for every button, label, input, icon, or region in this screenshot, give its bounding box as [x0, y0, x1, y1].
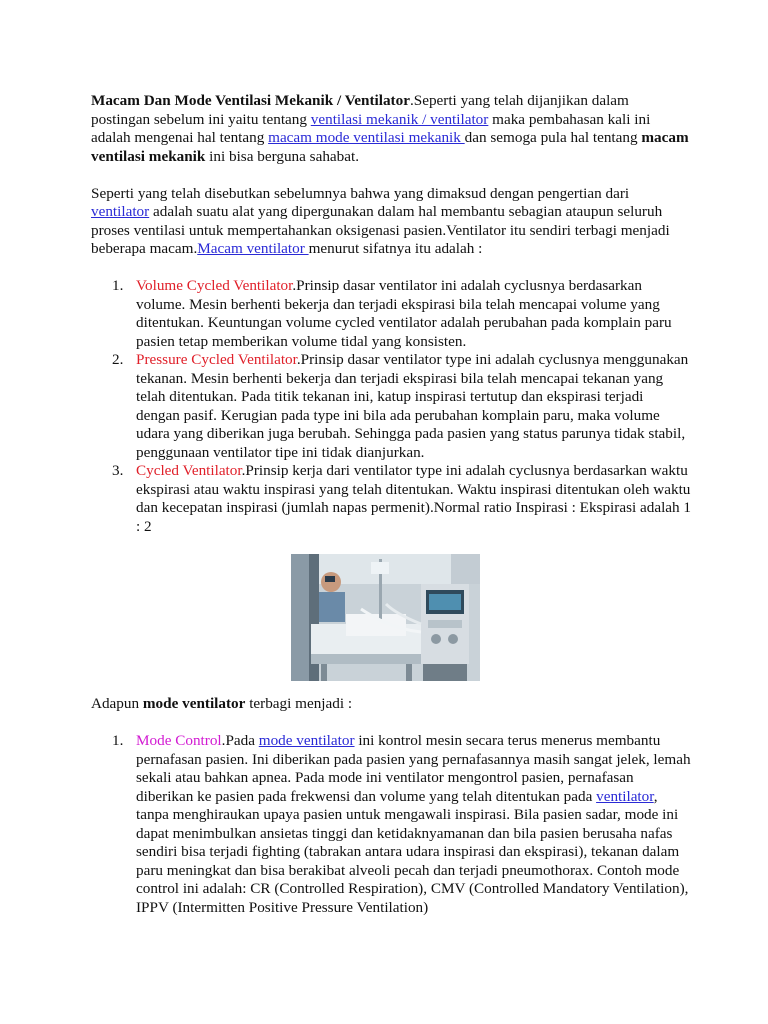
icu-ventilator-photo: [291, 554, 480, 681]
ventilator-types-list: [91, 277, 691, 536]
list-item: 3. Cycled Ventilator.Prinsip kerja dari ventilator type ini adalah cyclusnya berdasarkan waktu ekspirasi atau waktu inspirasi yang telah ditentukan. Waktu inspirasi ditentukan oleh waktu dan kecepatan inspirasi (jumlah napas permenit).Normal ratio Inspirasi : Ekspirasi adalah 1 : 2: [112, 462, 692, 535]
link-ventilator[interactable]: ventilator: [91, 203, 150, 220]
article-title: Macam Dan Mode Ventilasi Mekanik / Ventilator: [91, 92, 410, 109]
type-label: Pressure Cycled Ventilator: [136, 351, 297, 368]
intro-paragraph: Macam Dan Mode Ventilasi Mekanik / Ventilator.Seperti yang telah dijanjikan dalam postingan sebelum ini yaitu tentang ventilasi mekanik / ventilator maka pembahasan kali ini adalah mengenai hal tentang macam mode ventilasi mekanik dan semoga pula hal tentang macam ventilasi mekanik ini bisa berguna sahabat.: [91, 92, 689, 165]
type-label: Cycled Ventilator: [136, 462, 242, 479]
list-item: 1. Mode Control.Pada mode ventilator ini kontrol mesin secara terus menerus membantu pernafasan pasien. Ini diberikan pada pasien yang pernafasannya masih sangat jelek, lemah sekali atau bahkan apnea. Pada mode ini ventilator mengontrol pasien, pernafasan diberikan ke pasien pada frekwensi dan volume yang telah ditentukan pada ventilator, tanpa menghiraukan upaya pasien untuk mengawali inspirasi. Bila pasien sadar, mode ini dapat menimbulkan ansietas tinggi dan ketidaknyamanan dan bila pasien berusaha nafas sendiri bisa terjadi fighting (tabrakan antara udara inspirasi dan ekspirasi), tekanan dalam paru meningkat dan bisa berakibat alveoli pecah dan terjadi pneumothorax. Contoh mode control ini adalah: CR (Controlled Respiration), CMV (Controlled Mandatory Ventilation), IPPV (Intermitten Positive Pressure Ventilation): [112, 732, 691, 916]
link-mode-ventilator[interactable]: mode ventilator: [258, 732, 355, 749]
mode-label: Mode Control: [136, 732, 222, 749]
type-label: Volume Cycled Ventilator: [136, 277, 293, 294]
definition-paragraph: Seperti yang telah disebutkan sebelumnya bahwa yang dimaksud dengan pengertian dari ventilator adalah suatu alat yang dipergunakan dalam hal membantu sebagian ataupun seluruh proses ventilasi untuk mempertahankan oksigenasi pasien.Ventilator itu sendiri terbagi menjadi beberapa macam.Macam ventilator menurut sifatnya itu adalah :: [91, 184, 670, 257]
list-item: 1. Volume Cycled Ventilator.Prinsip dasar ventilator ini adalah cyclusnya berdasarkan volume. Mesin berhenti bekerja dan terjadi ekspirasi bila telah mencapai volume yang ditentukan. Keuntungan volume cycled ventilator adalah perubahan pada komplain paru pasien tetap memberikan volume tidal yang konsisten.: [112, 277, 672, 350]
link-macam-ventilator[interactable]: Macam ventilator: [197, 240, 309, 257]
mode-intro-paragraph: Adapun mode ventilator terbagi menjadi :: [91, 695, 353, 712]
link-ventilasi-mekanik[interactable]: ventilasi mekanik / ventilator: [310, 110, 489, 128]
link-ventilator-2[interactable]: ventilator: [596, 787, 654, 805]
document-page: [91, 92, 691, 917]
list-item: 2. Pressure Cycled Ventilator.Prinsip dasar ventilator type ini adalah cyclusnya menggunakan tekanan. Mesin berhenti bekerja dan terjadi ekspirasi bila telah mencapai tekanan yang telah ditentukan. Pada titik tekanan ini, katup inspirasi tertutup dan ekspirasi terjadi dengan pasif. Kerugian pada type ini bila ada perubahan komplain paru, maka volume udara yang diberikan juga berubah. Sehingga pada pasien yang status parunya tidak stabil, penggunaan ventilator tipe ini tidak dianjurkan.: [112, 351, 689, 461]
link-macam-mode-ventilasi[interactable]: macam mode ventilasi mekanik: [268, 129, 465, 146]
figure-container: [91, 536, 691, 695]
ventilator-modes-list: [91, 732, 691, 917]
